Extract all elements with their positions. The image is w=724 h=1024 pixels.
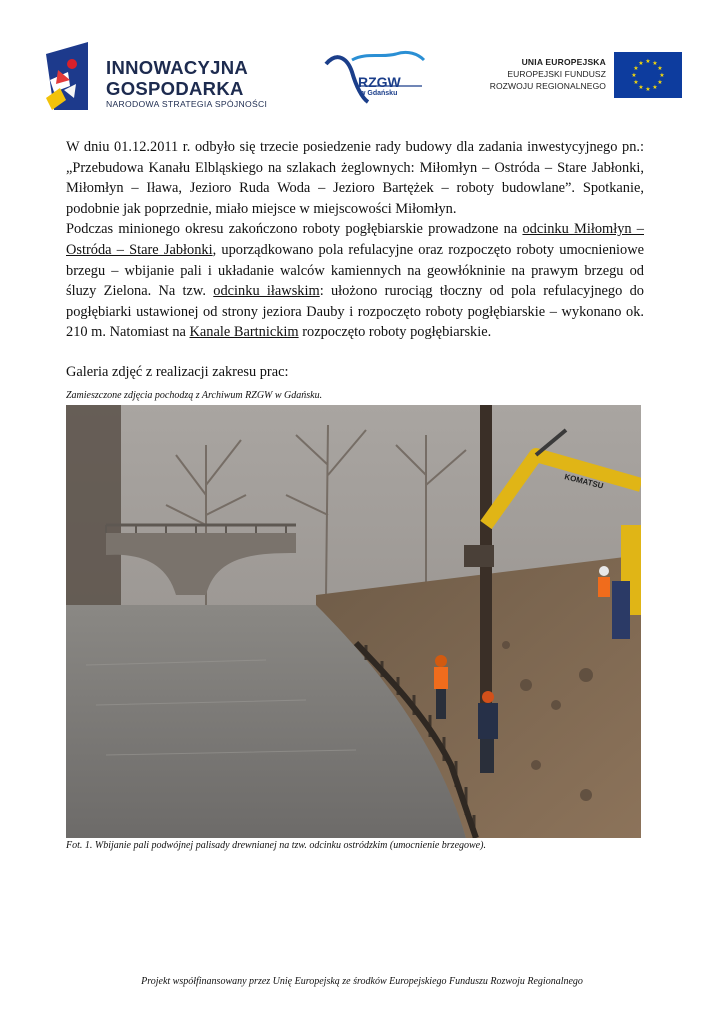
footer-note: Projekt współfinansowany przez Unię Europejską ze środków Europejskiego Funduszu Rozwoju Regionalnego <box>141 976 583 987</box>
svg-text:★: ★ <box>652 60 658 67</box>
rzgw-name: RZGW <box>358 74 401 90</box>
link-odcinek-ilawski[interactable]: odcinku iławskim <box>213 283 320 300</box>
p2-text-4: rozpoczęto roboty pogłębiarskie. <box>298 324 492 341</box>
eu-line1: UNIA EUROPEJSKA <box>521 57 606 67</box>
svg-text:★: ★ <box>657 79 663 86</box>
eu-line3: ROZWOJU REGIONALNEGO <box>489 81 606 91</box>
excavator-brand: KOMATSU <box>563 472 605 491</box>
eu-fund-text <box>476 56 606 92</box>
ig-title-line1: INNOWACYJNA <box>106 57 249 78</box>
gallery-heading: Galeria zdjęć z realizacji zakresu prac: <box>66 364 289 380</box>
svg-text:★: ★ <box>638 84 644 91</box>
svg-text:★: ★ <box>657 65 663 72</box>
p2-text-3: : ułożono rurociąg tłoczny od pola refulacyjnego do pogłębiarki ustawionej od strony jeziora Dauby i rozpoczęto roboty pogłębiarskie – wykonano ok. 210 m. Natomiast na <box>66 283 644 341</box>
paragraph-1: W dniu 01.12.2011 r. odbyło się trzecie posiedzenie rady budowy dla zadania inwestycyjnego pn.: „Przebudowa Kanału Elbląskiego na szlakach żeglownych: Miłomłyn – Ostróda – Stare Jabłonki, Miłomłyn – Iława, Jezioro Ruda Woda – Jezioro Bartężek – roboty budowlane”. Spotkanie, podobnie jak poprzednie, miało miejsce w miejscowości Miłomłyn. <box>66 139 644 217</box>
rzgw-logo <box>322 48 428 104</box>
article-body <box>66 137 644 343</box>
svg-text:★: ★ <box>633 65 639 72</box>
photo-source-caption: Zamieszczone zdjęcia pochodzą z Archiwum RZGW w Gdańsku. <box>66 390 323 401</box>
p2-text-1: Podczas minionego okresu zakończono roboty pogłębiarskie prowadzone na <box>66 221 523 238</box>
link-odcinek-milomlyn[interactable]: odcinku Miłomłyn – Ostróda – Stare Jabłonki <box>66 221 644 258</box>
innowacyjna-gospodarka-logo <box>44 40 284 112</box>
svg-text:★: ★ <box>652 84 658 91</box>
svg-text:★: ★ <box>631 72 637 79</box>
link-kanal-bartnicki[interactable]: Kanale Bartnickim <box>189 324 299 341</box>
svg-text:★: ★ <box>638 60 644 67</box>
eu-line2: EUROPEJSKI FUNDUSZ <box>507 69 606 79</box>
svg-text:★: ★ <box>659 72 665 79</box>
ig-title-line2: GOSPODARKA <box>106 78 244 99</box>
svg-text:★: ★ <box>645 58 651 65</box>
paragraph-2 <box>66 219 644 343</box>
rzgw-subtitle: w Gdańsku <box>360 90 398 97</box>
ig-emblem-icon <box>44 40 94 112</box>
ig-subtitle: NARODOWA STRATEGIA SPÓJNOŚCI <box>106 99 268 109</box>
svg-text:★: ★ <box>645 86 651 93</box>
eu-flag-icon <box>614 52 682 98</box>
photo-caption: Fot. 1. Wbijanie pali podwójnej palisady drewnianej na tzw. odcinku ostródzkim (umocnienie brzegowe). <box>66 840 486 851</box>
canal-works-photo <box>66 405 641 838</box>
svg-text:★: ★ <box>633 79 639 86</box>
p2-text-2: , uporządkowano pola refulacyjne oraz rozpoczęto roboty umocnieniowe brzegu – wbijanie pali i układanie walców kamiennych na geowłókninie na prawym brzegu od śluzy Zielona. Na tzw. <box>66 241 644 300</box>
